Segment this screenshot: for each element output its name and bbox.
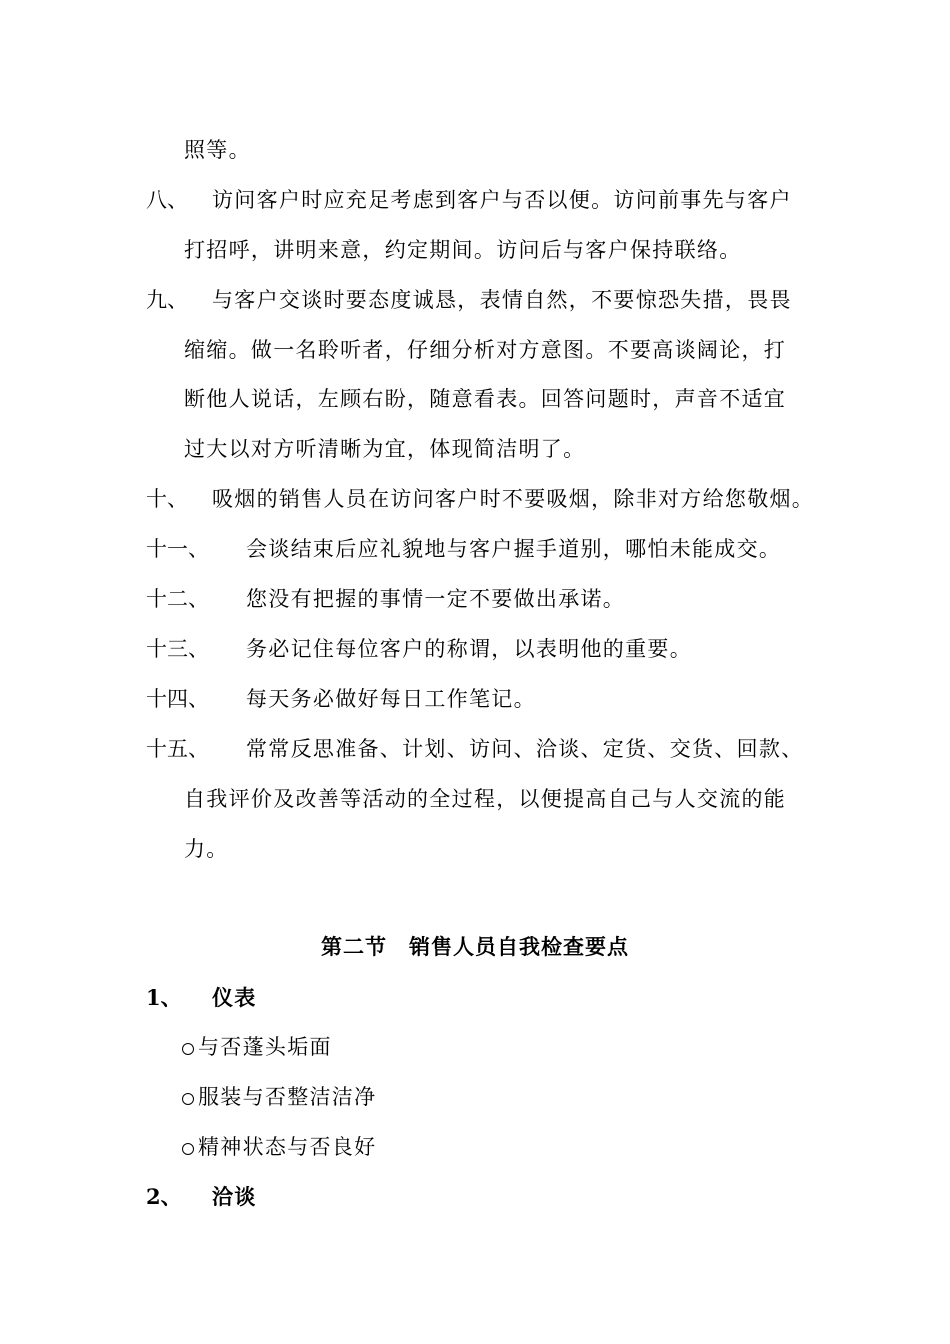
paragraph-line: 打招呼，讲明来意，约定期间。访问后与客户保持联络。 — [184, 238, 742, 262]
paragraph-line: 照等。 — [184, 138, 251, 162]
paragraph-line: 力。 — [184, 837, 229, 861]
checklist-number: 1、 — [146, 985, 182, 1010]
paragraph-line: 访问客户时应充足考虑到客户与否以便。访问前事先与客户 — [212, 188, 792, 212]
paragraph-line: 过大以对方听清晰为宜，体现简洁明了。 — [184, 437, 586, 461]
item-number: 十四、 — [146, 687, 209, 711]
checklist-bullet — [182, 1132, 376, 1162]
item-number: 十、 — [146, 487, 188, 511]
paragraph-line: 断他人说话，左顾右盼，随意看表。回答问题时，声音不适宜 — [184, 387, 787, 411]
bullet-text: 与否蓬头垢面 — [198, 1035, 332, 1059]
bullet-text: 服装与否整洁洁净 — [198, 1085, 377, 1109]
paragraph-line: 务必记住每位客户的称谓，以表明他的重要。 — [246, 637, 692, 661]
paragraph-line: 缩缩。做一名聆听者，仔细分析对方意图。不要高谈阔论，打 — [184, 338, 787, 362]
checklist-heading: 洽谈 — [212, 1184, 257, 1209]
paragraph-line: 吸烟的销售人员在访问客户时不要吸烟，除非对方给您敬烟。 — [212, 487, 815, 511]
item-number: 十二、 — [146, 587, 209, 611]
circle-bullet-icon — [182, 1093, 194, 1105]
checklist-number: 2、 — [146, 1184, 182, 1209]
paragraph-line: 会谈结束后应礼貌地与客户握手道别，哪怕未能成交。 — [246, 537, 782, 561]
circle-bullet-icon — [182, 1143, 194, 1155]
checklist-bullet — [182, 1032, 332, 1062]
circle-bullet-icon — [182, 1043, 194, 1055]
item-number: 九、 — [146, 288, 188, 312]
paragraph-line: 常常反思准备、计划、访问、洽谈、定货、交货、回款、 — [246, 737, 804, 761]
bullet-text: 精神状态与否良好 — [198, 1135, 377, 1159]
paragraph-line: 每天务必做好每日工作笔记。 — [246, 687, 536, 711]
section-title: 第二节 销售人员自我检查要点 — [321, 934, 629, 959]
checklist-bullet — [182, 1082, 376, 1112]
item-number: 十一、 — [146, 537, 209, 561]
paragraph-line: 自我评价及改善等活动的全过程，以便提高自己与人交流的能 — [184, 787, 787, 811]
paragraph-line: 您没有把握的事情一定不要做出承诺。 — [246, 587, 626, 611]
checklist-heading: 仪表 — [212, 985, 257, 1010]
item-number: 十五、 — [146, 737, 209, 761]
item-number: 十三、 — [146, 637, 209, 661]
item-number: 八、 — [146, 188, 188, 212]
paragraph-line: 与客户交谈时要态度诚恳，表情自然，不要惊恐失措，畏畏 — [212, 288, 792, 312]
